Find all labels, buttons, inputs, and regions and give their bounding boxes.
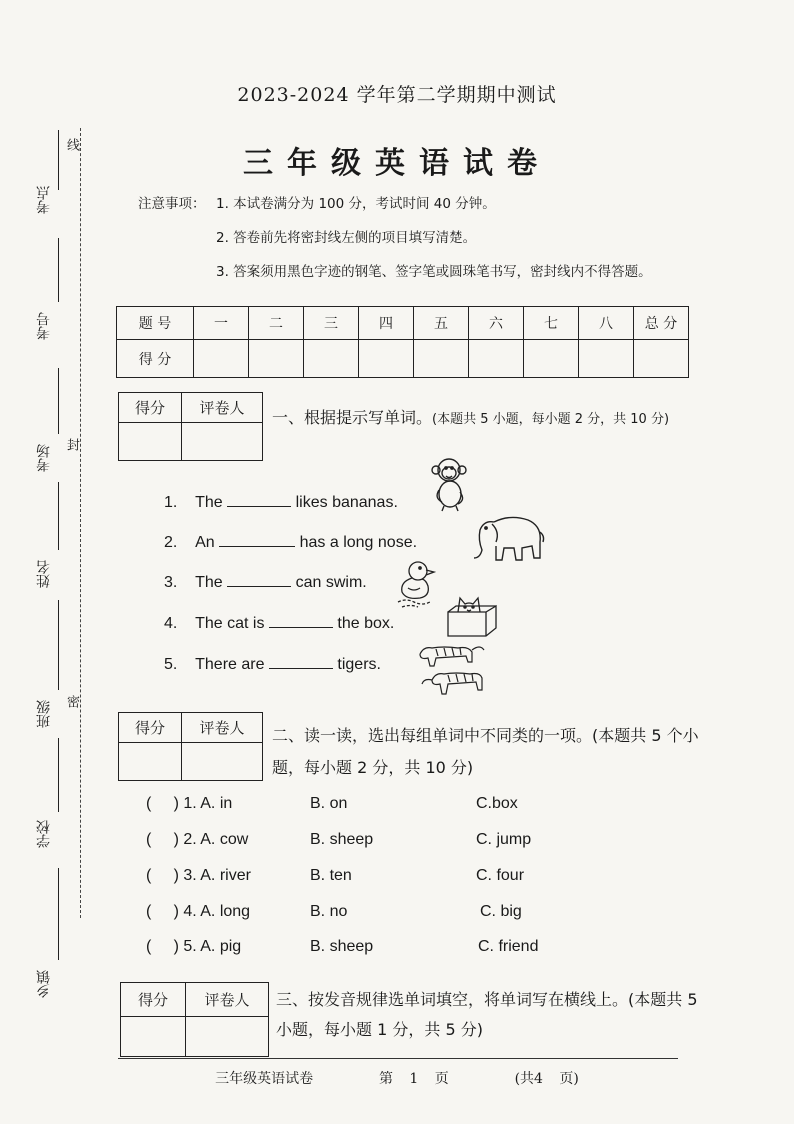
answer-blank[interactable] [219, 530, 295, 547]
answer-blank[interactable] [227, 490, 291, 507]
grader-box-s3 [120, 982, 269, 1057]
score-cell[interactable] [359, 340, 414, 378]
score-table [116, 306, 689, 378]
note-item-3: 3. 答案须用黑色字迹的钢笔、签字笔或圆珠笔书写，密封线内不得答题。 [216, 264, 652, 280]
grader-score-label: 得分 [119, 393, 182, 423]
duck-icon [396, 558, 436, 610]
field-label-kaohao: 考号 [36, 312, 52, 340]
score-cell[interactable] [304, 340, 359, 378]
score-table-row2-label: 得 分 [117, 340, 194, 378]
field-label-kaodian: 考点 [36, 186, 52, 214]
answer-blank[interactable] [269, 652, 333, 669]
section-1-title: 一、根据提示写单词。(本题共 5 小题，每小题 2 分，共 10 分) [272, 408, 670, 427]
field-label-xiangzhen: 乡镇 [36, 970, 52, 998]
s1-question-4: 4. The cat is the box. [164, 611, 394, 633]
s2-row-2: ( ) 2. A. cow B. sheep C. jump [146, 831, 532, 848]
answer-paren[interactable]: ( ) [146, 867, 179, 884]
grader-box-s2 [118, 712, 263, 781]
elephant-icon [470, 510, 546, 566]
s1-question-2: 2. An has a long nose. [164, 530, 417, 552]
answer-paren[interactable]: ( ) [146, 795, 179, 812]
score-cell[interactable] [414, 340, 469, 378]
score-cell[interactable] [194, 340, 249, 378]
grader-name-label: 评卷人 [186, 983, 269, 1017]
grader-name-cell[interactable] [186, 1017, 269, 1057]
grader-score-cell[interactable] [119, 423, 182, 461]
grader-score-label: 得分 [121, 983, 186, 1017]
score-col-5: 五 [414, 307, 469, 340]
paper-title: 三年级英语试卷 [243, 146, 551, 181]
field-label-kaochang: 考场 [36, 444, 52, 472]
s2-row-5: ( ) 5. A. pig B. sheep C. friend [146, 938, 539, 955]
score-col-4: 四 [359, 307, 414, 340]
section-2-title-line2: 题，每小题 2 分，共 10 分) [272, 758, 474, 777]
seal-word-mi: 密 [64, 695, 79, 708]
score-cell[interactable] [524, 340, 579, 378]
score-cell[interactable] [469, 340, 524, 378]
answer-blank[interactable] [269, 611, 333, 628]
s2-row-1: ( ) 1. A. in B. on C.box [146, 795, 518, 812]
section-3-title-line1: 三、按发音规律选单词填空，将单词写在横线上。(本题共 5 [276, 990, 698, 1009]
score-col-3: 三 [304, 307, 359, 340]
s2-row-4: ( ) 4. A. long B. no C. big [146, 903, 522, 920]
field-label-banji: 班级 [36, 700, 52, 728]
score-col-8: 八 [579, 307, 634, 340]
grader-score-cell[interactable] [119, 743, 182, 781]
field-line-xiangzhen[interactable] [58, 868, 59, 960]
field-label-xingming: 姓名 [36, 560, 52, 588]
note-item-2: 2. 答卷前先将密封线左侧的项目填写清楚。 [216, 230, 477, 246]
s2-row-3: ( ) 3. A. river B. ten C. four [146, 867, 525, 884]
score-cell[interactable] [634, 340, 689, 378]
score-cell[interactable] [579, 340, 634, 378]
grader-score-cell[interactable] [121, 1017, 186, 1057]
field-line-xuexiao[interactable] [58, 738, 59, 812]
grader-name-label: 评卷人 [182, 393, 263, 423]
score-col-1: 一 [194, 307, 249, 340]
answer-paren[interactable]: ( ) [146, 938, 179, 955]
field-label-xuexiao: 学校 [36, 820, 52, 848]
notes-label: 注意事项： [138, 196, 206, 212]
grader-box-s1 [118, 392, 263, 461]
tigers-icon [414, 640, 488, 704]
answer-paren[interactable]: ( ) [146, 903, 179, 920]
score-col-6: 六 [469, 307, 524, 340]
grader-name-cell[interactable] [182, 423, 263, 461]
section-2-title-line1: 二、读一读，选出每组单词中不同类的一项。(本题共 5 个小 [272, 726, 699, 745]
field-line-xingming[interactable] [58, 482, 59, 550]
s1-question-1: 1. The likes bananas. [164, 490, 398, 512]
section-1-note: (本题共 5 小题，每小题 2 分，共 10 分) [432, 412, 670, 427]
score-col-total: 总 分 [634, 307, 689, 340]
field-line-kaochang[interactable] [58, 368, 59, 434]
page-footer: 三年级英语试卷 第 1 页 (共4 页) [215, 1071, 579, 1087]
field-line-kaohao[interactable] [58, 238, 59, 302]
s1-question-5: 5. There are tigers. [164, 652, 381, 674]
cat-in-box-icon [444, 590, 500, 640]
note-item-1: 1. 本试卷满分为 100 分，考试时间 40 分钟。 [216, 196, 496, 212]
monkey-icon [430, 456, 470, 512]
score-cell[interactable] [249, 340, 304, 378]
score-table-row1-label: 题 号 [117, 307, 194, 340]
grader-score-label: 得分 [119, 713, 182, 743]
section-3-title-line2: 小题，每小题 1 分，共 5 分) [276, 1020, 483, 1039]
footer-rule [118, 1058, 678, 1059]
grader-name-cell[interactable] [182, 743, 263, 781]
seal-word-xian: 线 [64, 138, 79, 151]
score-col-7: 七 [524, 307, 579, 340]
seal-dashed-line [80, 128, 81, 918]
answer-paren[interactable]: ( ) [146, 831, 179, 848]
field-line-banji[interactable] [58, 600, 59, 690]
exam-title: 2023-2024 学年第二学期期中测试 [237, 84, 557, 106]
seal-word-feng: 封 [64, 438, 79, 451]
answer-blank[interactable] [227, 570, 291, 587]
score-col-2: 二 [249, 307, 304, 340]
grader-name-label: 评卷人 [182, 713, 263, 743]
s1-question-3: 3. The can swim. [164, 570, 367, 592]
